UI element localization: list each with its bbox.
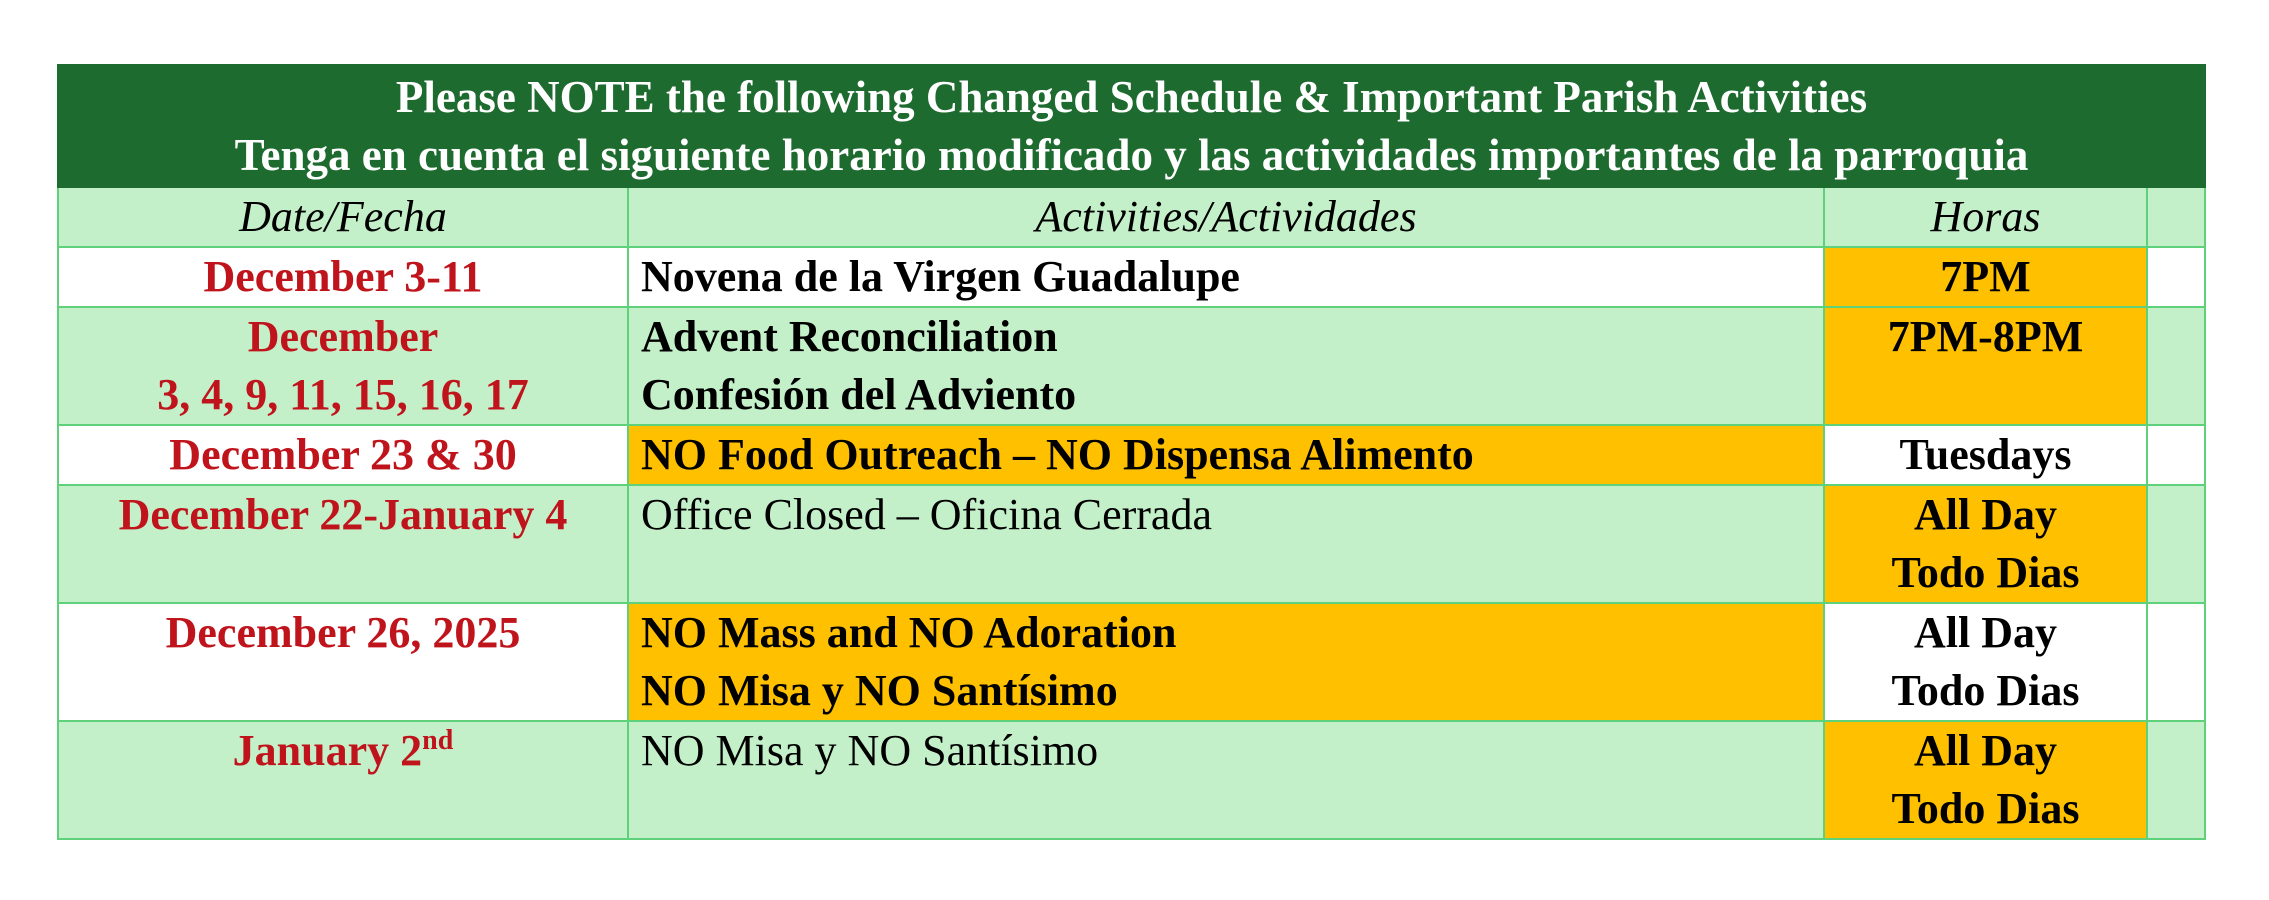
ordinal-suffix: nd (422, 725, 454, 756)
column-header-hours: Horas (1824, 187, 2147, 247)
hours-line: Todo Dias (1891, 666, 2080, 715)
date-line: December 22-January 4 (118, 490, 568, 539)
date-line (71, 722, 615, 780)
date-line: December 3-11 (203, 252, 483, 301)
hours-line: 7PM (1940, 252, 2031, 301)
extra-cell (2147, 485, 2205, 603)
table-row (58, 425, 2205, 485)
hours-cell (1824, 425, 2147, 485)
hours-cell (1824, 485, 2147, 603)
activity-cell (628, 425, 1824, 485)
date-cell (58, 307, 628, 425)
activity-cell (628, 307, 1824, 425)
date-cell (58, 247, 628, 307)
hours-line: All Day (1914, 608, 2057, 657)
schedule-banner (58, 65, 2205, 187)
date-cell (58, 721, 628, 839)
column-header-row (58, 187, 2205, 247)
activity-line: Novena de la Virgen Guadalupe (641, 252, 1240, 301)
activity-line: Confesión del Adviento (641, 370, 1077, 419)
activity-cell (628, 721, 1824, 839)
banner-cell (58, 65, 2205, 187)
activity-line: Office Closed – Oficina Cerrada (641, 490, 1212, 539)
activity-cell (628, 247, 1824, 307)
activity-line: Advent Reconciliation (641, 312, 1058, 361)
date-text: January 2 (232, 726, 423, 775)
date-line: December 26, 2025 (165, 608, 521, 657)
hours-cell (1824, 307, 2147, 425)
banner-title-spanish: Tenga en cuenta el siguiente horario modificado y las actividades importantes de la parroquia (234, 130, 2029, 180)
table-row (58, 721, 2205, 839)
activity-line: NO Food Outreach – NO Dispensa Alimento (641, 430, 1474, 479)
column-header-activities: Activities/Actividades (628, 187, 1824, 247)
extra-cell (2147, 307, 2205, 425)
column-header-extra (2147, 187, 2205, 247)
hours-cell (1824, 721, 2147, 839)
date-cell (58, 485, 628, 603)
table-row (58, 307, 2205, 425)
hours-line: All Day (1914, 726, 2057, 775)
extra-cell (2147, 247, 2205, 307)
hours-line: Todo Dias (1891, 784, 2080, 833)
date-line: 3, 4, 9, 11, 15, 16, 17 (157, 370, 529, 419)
activity-line: NO Misa y NO Santísimo (641, 726, 1099, 775)
table-row (58, 485, 2205, 603)
date-line: December (247, 312, 439, 361)
extra-cell (2147, 721, 2205, 839)
activity-line: NO Misa y NO Santísimo (641, 666, 1118, 715)
column-header-date: Date/Fecha (58, 187, 628, 247)
extra-cell (2147, 603, 2205, 721)
activity-line: NO Mass and NO Adoration (641, 608, 1177, 657)
date-cell (58, 603, 628, 721)
table-row (58, 247, 2205, 307)
hours-line: All Day (1914, 490, 2057, 539)
date-cell (58, 425, 628, 485)
banner-title-english: Please NOTE the following Changed Schedule & Important Parish Activities (395, 72, 1868, 122)
hours-line: Todo Dias (1891, 548, 2080, 597)
schedule-table (57, 64, 2206, 840)
hours-line: Tuesdays (1899, 430, 2072, 479)
date-line: December 23 & 30 (169, 430, 517, 479)
hours-cell (1824, 603, 2147, 721)
extra-cell (2147, 425, 2205, 485)
activity-cell (628, 485, 1824, 603)
hours-cell (1824, 247, 2147, 307)
hours-line: 7PM-8PM (1887, 312, 2084, 361)
activity-cell (628, 603, 1824, 721)
table-row (58, 603, 2205, 721)
